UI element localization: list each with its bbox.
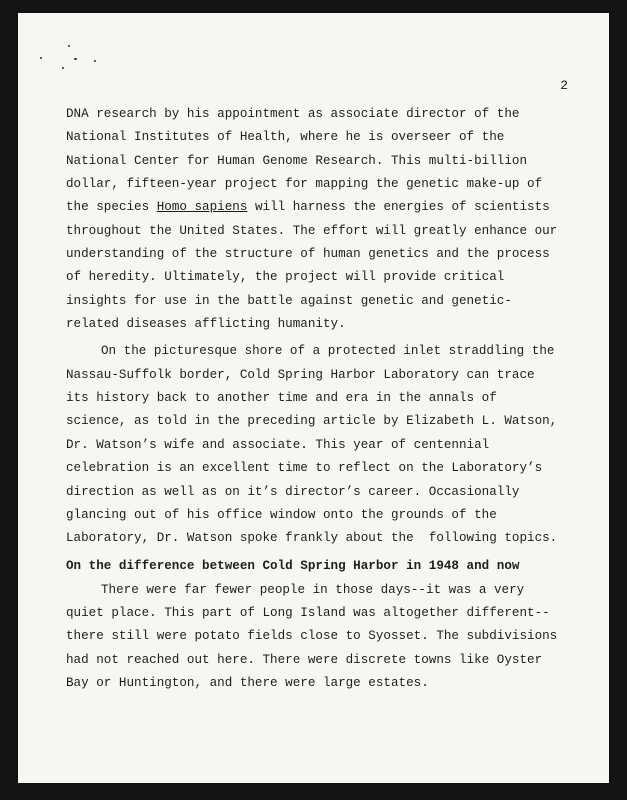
dust-speck	[62, 67, 64, 69]
dust-speck	[40, 57, 42, 59]
text-line: science, as told in the preceding article by Elizabeth L. Watson,	[66, 414, 558, 429]
dust-speck	[74, 58, 77, 60]
paragraph-1	[66, 103, 558, 336]
text-line: its history back to another time and era in the annals of	[66, 391, 497, 406]
text-fragment: the species	[66, 200, 157, 215]
document-body	[66, 103, 558, 695]
text-line: related diseases afflicting humanity.	[66, 317, 346, 332]
text-line: National Center for Human Genome Research. This multi-billion	[66, 153, 528, 168]
dust-speck	[68, 45, 70, 47]
text-line: DNA research by his appointment as associate director of the	[66, 107, 520, 121]
text-line: throughout the United States. The effort will greatly enhance our	[66, 223, 558, 238]
text-line: On the picturesque shore of a protected inlet straddling the	[101, 344, 555, 359]
text-line	[66, 196, 550, 219]
paragraph-3	[66, 579, 558, 696]
section-heading: On the difference between Cold Spring Harbor in 1948 and now	[66, 558, 520, 573]
text-line: insights for use in the battle against genetic and genetic-	[66, 293, 512, 308]
page-number: 2	[560, 78, 568, 93]
text-line: had not reached out here. There were discrete towns like Oyster	[66, 652, 543, 667]
text-line: dollar, fifteen-year project for mapping the genetic make-up of	[66, 177, 543, 192]
text-line: understanding of the structure of human genetics and the process	[66, 247, 550, 262]
text-line: of heredity. Ultimately, the project will provide critical	[66, 270, 505, 285]
text-line: Laboratory, Dr. Watson spoke frankly about the following topics.	[66, 531, 558, 546]
text-line: Nassau-Suffolk border, Cold Spring Harbor Laboratory can trace	[66, 367, 535, 382]
text-line: There were far fewer people in those days--it was a very	[101, 582, 525, 597]
dust-speck	[94, 60, 96, 62]
text-line: Dr. Watson’s wife and associate. This year of centennial	[66, 437, 490, 452]
text-line: direction as well as on it’s director’s career. Occasionally	[66, 484, 520, 499]
species-name: Homo sapiens	[156, 200, 248, 215]
paragraph-2	[66, 340, 558, 550]
text-fragment: will harness the energies of scientists	[247, 200, 550, 215]
text-line: quiet place. This part of Long Island was altogether different--	[66, 605, 550, 620]
text-line: Bay or Huntington, and there were large estates.	[66, 675, 429, 690]
text-line: there still were potato fields close to Syosset. The subdivisions	[66, 629, 558, 644]
text-line: National Institutes of Health, where he is overseer of the	[66, 130, 505, 145]
text-line: glancing out of his office window onto the grounds of the	[66, 507, 497, 522]
text-line: celebration is an excellent time to reflect on the Laboratory’s	[66, 461, 543, 476]
